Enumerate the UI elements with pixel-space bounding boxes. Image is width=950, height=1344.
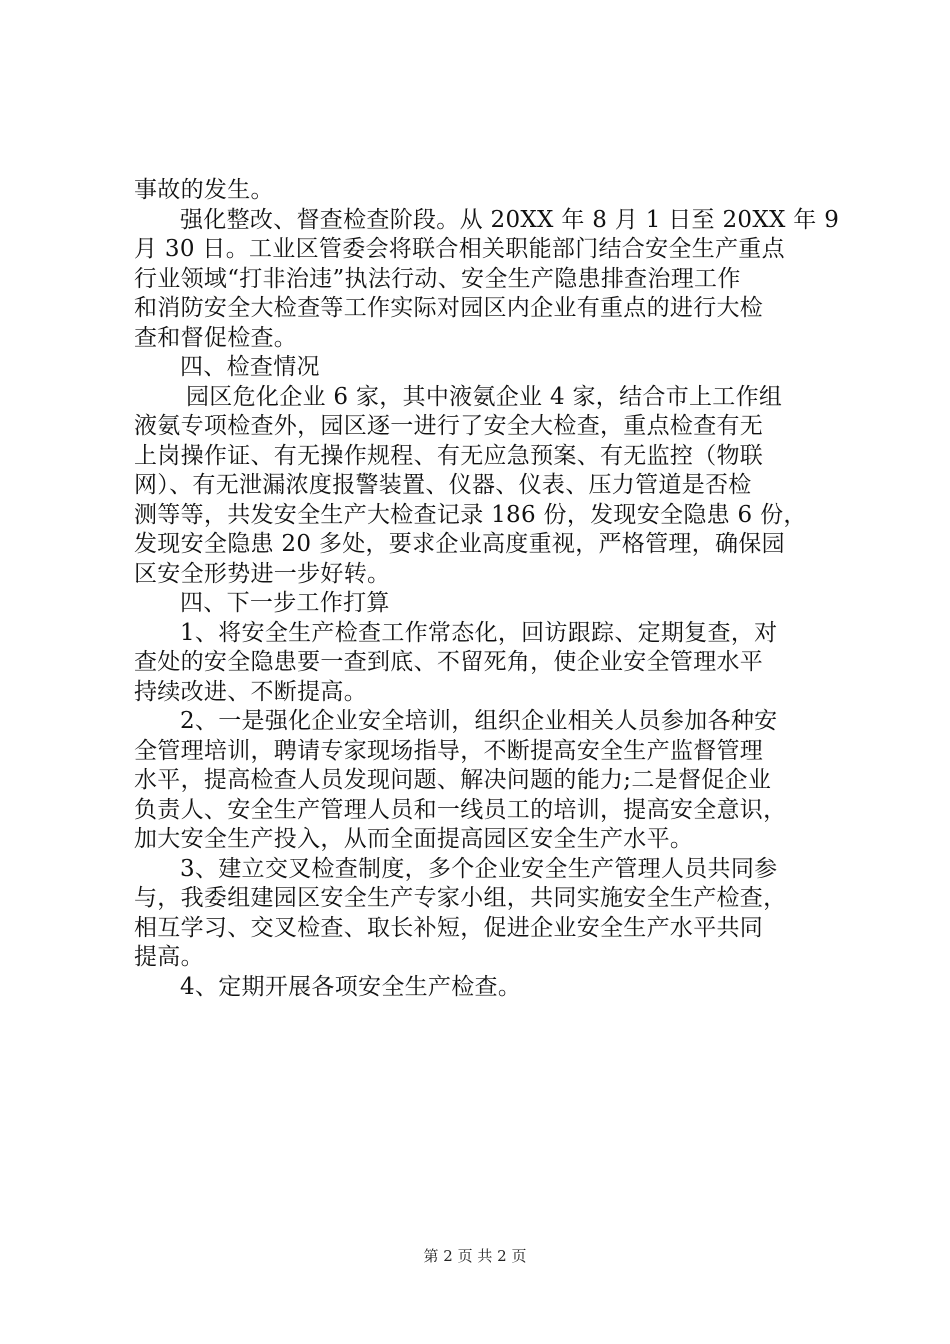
text-line: 强化整改、督查检查阶段。从 20XX 年 8 月 1 日至 20XX 年 9: [180, 206, 840, 233]
page-footer: 第 2 页 共 2 页: [423, 1247, 527, 1265]
text-line: 上岗操作证、有无操作规程、有无应急预案、有无监控（物联: [134, 442, 764, 469]
text-line: 查处的安全隐患要一查到底、不留死角，使企业安全管理水平: [134, 649, 764, 675]
text-line: 液氨专项检查外，园区逐一进行了安全大检查，重点检查有无: [134, 413, 764, 439]
text-line: 月 30 日。工业区管委会将联合相关职能部门结合安全生产重点: [134, 236, 785, 262]
text-line: 查和督促检查。: [134, 324, 298, 351]
text-line: 网）、有无泄漏浓度报警装置、仪器、仪表、压力管道是否检: [134, 472, 752, 498]
text-line: 园区危化企业 6 家，其中液氨企业 4 家，结合市上工作组: [186, 383, 783, 410]
text-line: 全管理培训，聘请专家现场指导，不断提高安全生产监督管理: [134, 737, 764, 764]
text-line: 水平，提高检查人员发现问题、解决问题的能力;二是督促企业: [134, 767, 772, 793]
text-line: 负责人、安全生产管理人员和一线员工的培训，提高安全意识，: [134, 796, 787, 823]
text-line: 3、建立交叉检查制度，多个企业安全生产管理人员共同参: [180, 855, 778, 882]
text-line: 和消防安全大检查等工作实际对园区内企业有重点的进行大检: [134, 295, 764, 321]
text-line: 区安全形势进一步好转。: [134, 560, 391, 587]
text-line: 1、将安全生产检查工作常态化，回访跟踪、定期复查，对: [180, 619, 778, 646]
text-line: 4、定期开展各项安全生产检查。: [180, 973, 522, 1000]
document-body: [134, 176, 840, 1002]
text-line: 发现安全隐患 20 多处，要求企业高度重视，严格管理，确保园: [134, 531, 785, 557]
text-line: 加大安全生产投入，从而全面提高园区安全生产水平。: [134, 826, 694, 852]
text-line: 2、一是强化企业安全培训，组织企业相关人员参加各种安: [180, 708, 778, 734]
text-line: 行业领域“打非治违”执法行动、安全生产隐患排查治理工作: [134, 265, 741, 292]
text-line: 测等等，共发安全生产大检查记录 186 份，发现安全隐患 6 份，: [134, 501, 807, 528]
text-line: 事故的发生。: [134, 177, 274, 203]
section-heading: 四、下一步工作打算: [180, 590, 390, 616]
text-line: 与，我委组建园区安全生产专家小组，共同实施安全生产检查，: [134, 885, 787, 911]
section-heading: 四、检查情况: [180, 354, 320, 380]
text-line: 提高。: [134, 944, 204, 970]
text-line: 相互学习、交叉检查、取长补短，促进企业安全生产水平共同: [134, 914, 764, 941]
text-line: 持续改进、不断提高。: [134, 678, 367, 705]
